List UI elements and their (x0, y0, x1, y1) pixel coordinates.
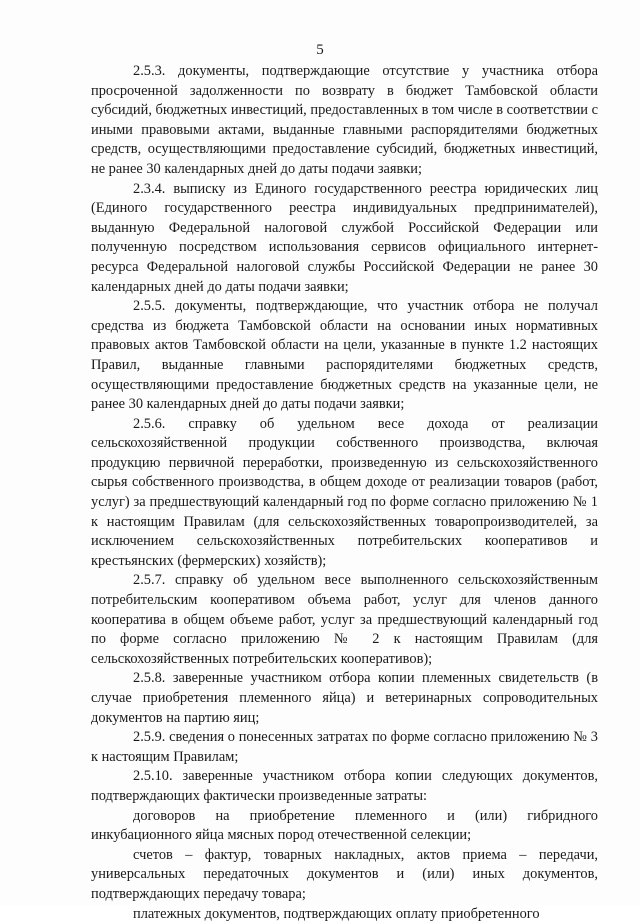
paragraph-payments: платежных документов, подтверждающих оплату приобретенного (133, 905, 540, 922)
paragraph-2-3-4: 2.3.4. выписку из Единого государственного реестра юридических лиц (Единого государственного реестра индивидуальных предпринимателей), выданную Федеральной налоговой службой Российской Федерации или полученную посредством использования сервисов официального интернет-ресурса Федеральной налоговой службы Российской Федерации не ранее 30 календарных дней до даты подачи заявки; (91, 180, 598, 295)
paragraph-2-5-6: 2.5.6. справку об удельном весе дохода от реализации сельскохозяйственной продукции собственного производства, включая продукцию первичной переработки, произведенную из сельскохозяйственного сырья собственного производства, в общем доходе от реализации товаров (работ, услуг) за предшествующий календарный год по форме согласно приложению № 1 к настоящим Правилам (для сельскохозяйственных товаропроизводителей, за исключением сельскохозяйственных потребительских кооперативов и крестьянских (фермерских) хозяйств); (91, 415, 598, 569)
paragraph-invoices: счетов – фактур, товарных накладных, актов приема – передачи, универсальных передаточных документов и (или) иных документов, подтверждающих передачу товара; (91, 846, 598, 902)
paragraph-2-5-8: 2.5.8. заверенные участником отбора копии племенных свидетельств (в случае приобретения племенного яйца) и ветеринарных сопроводительных документов на партию яиц; (91, 670, 598, 726)
paragraph-2-5-7: 2.5.7. справку об удельном весе выполненного сельскохозяйственным потребительским кооперативом объема работ, услуг для членов данного кооператива в общем объеме работ, услуг за предшествующий календарный год по форме согласно приложению № 2 к настоящим Правилам (для сельскохозяйственных потребительских кооперативов); (91, 572, 598, 667)
page-number: 5 (316, 42, 324, 58)
paragraph-2-5-5: 2.5.5. документы, подтверждающие, что участник отбора не получал средства из бюджета Тамбовской области на основании иных нормативных правовых актов Тамбовской области на цели, указанные в пункте 1.2 настоящих Правил, выданные главными распорядителями бюджетных средств, осуществляющими предоставление бюджетных средств на указанные цели, не ранее 30 календарных дней до даты подачи заявки; (91, 298, 598, 413)
paragraph-2-5-9: 2.5.9. сведения о понесенных затратах по форме согласно приложению № 3 к настоящим Правилам; (91, 729, 598, 765)
paragraph-2-5-10: 2.5.10. заверенные участником отбора копии следующих документов, подтверждающих фактически произведенные затраты: (91, 768, 598, 804)
paragraph-2-5-3: 2.5.3. документы, подтверждающие отсутствие у участника отбора просроченной задолженности по возврату в бюджет Тамбовской области субсидий, бюджетных инвестиций, предоставленных в том числе в соответствии с иными правовыми актами, выданные главными распорядителями бюджетных средств, осуществляющими предоставление субсидий, бюджетных инвестиций, не ранее 30 календарных дней до даты подачи заявки; (91, 63, 598, 177)
document-body (91, 62, 598, 924)
paragraph-contracts: договоров на приобретение племенного и (или) гибридного инкубационного яйца мясных пород отечественной селекции; (91, 807, 598, 844)
